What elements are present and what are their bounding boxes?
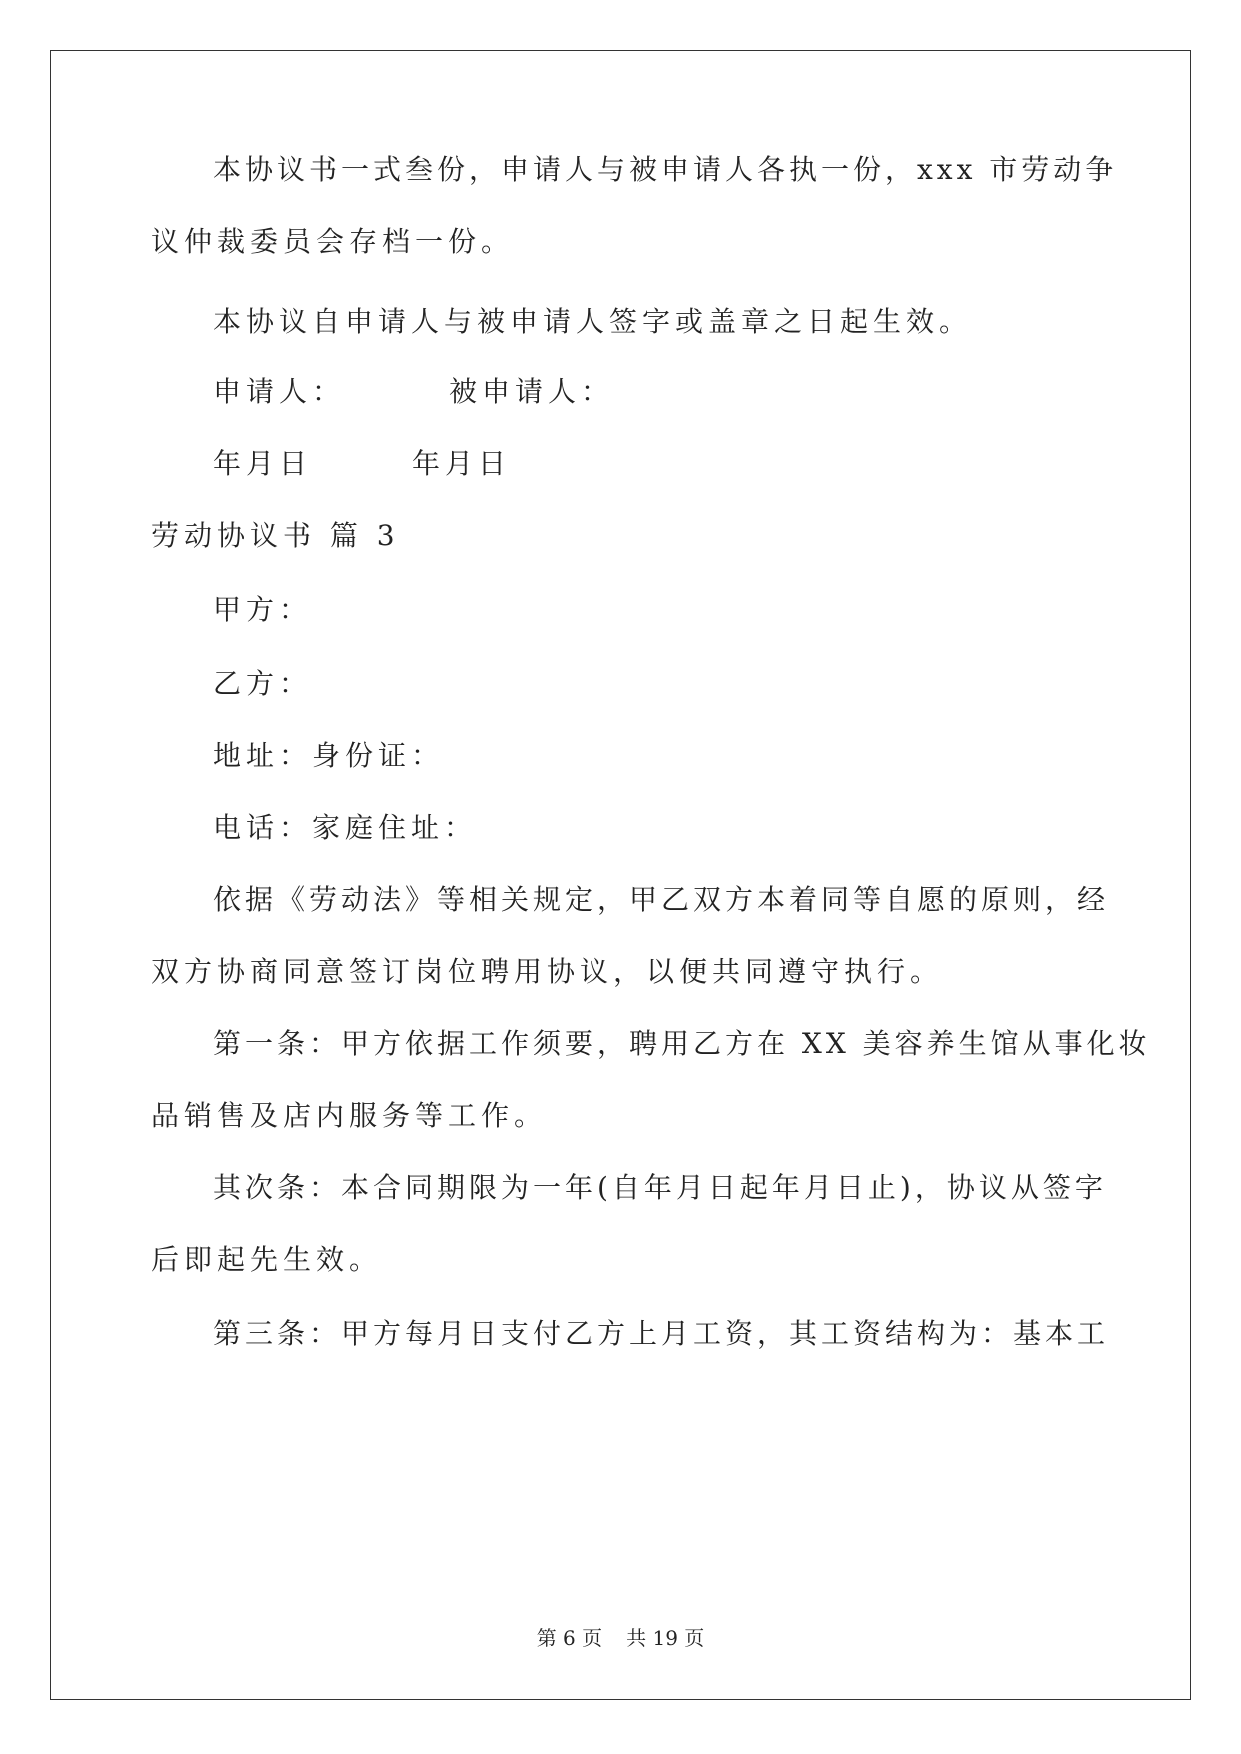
party-b-field: 乙方： [213, 667, 313, 700]
date-left: 年月日 [213, 447, 313, 480]
party-a-field: 甲方： [213, 593, 313, 626]
date-line [213, 444, 511, 484]
section-title: 劳动协议书 篇 3 [151, 519, 400, 552]
paragraph-copies-line-2: 议仲裁委员会存档一份。 [151, 225, 515, 258]
paragraph-basis-line-1: 依据《劳动法》等相关规定，甲乙双方本着同等自愿的原则，经 [213, 883, 1110, 916]
signature-line [213, 372, 614, 412]
paragraph-copies-line-1: 本协议书一式叁份，申请人与被申请人各执一份，xxx 市劳动争 [213, 153, 1118, 186]
article-1-line-1: 第一条：甲方依据工作须要，聘用乙方在 XX 美容养生馆从事化妆 [213, 1027, 1151, 1060]
respondent-label: 被申请人： [449, 375, 615, 408]
date-right: 年月日 [412, 447, 512, 480]
page-footer [0, 1624, 1241, 1652]
applicant-label: 申请人： [213, 375, 346, 408]
page-border [50, 50, 1191, 1700]
article-3-line-1: 第三条：甲方每月日支付乙方上月工资，其工资结构为：基本工 [213, 1317, 1110, 1350]
article-2-line-2: 后即起先生效。 [151, 1243, 383, 1276]
paragraph-basis-line-2: 双方协商同意签订岗位聘用协议，以便共同遵守执行。 [151, 955, 944, 988]
phone-home-field: 电话：家庭住址： [213, 811, 478, 844]
address-id-field: 地址：身份证： [213, 739, 445, 772]
page-number: 第 6 页 [536, 1626, 603, 1650]
article-1-line-2: 品销售及店内服务等工作。 [151, 1099, 548, 1132]
article-2-line-1: 其次条：本合同期限为一年(自年月日起年月日止)，协议从签字 [213, 1171, 1107, 1204]
paragraph-effective: 本协议自申请人与被申请人签字或盖章之日起生效。 [213, 305, 973, 338]
page-total: 共 19 页 [626, 1626, 705, 1650]
